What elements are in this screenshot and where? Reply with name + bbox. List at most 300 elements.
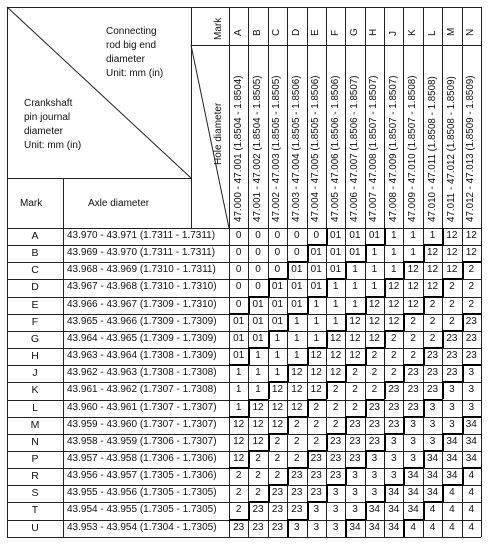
selection-code-cell: 23 (465, 350, 477, 362)
selection-code-cell: 12 (465, 230, 477, 241)
selection-code-cell: 1 (390, 264, 397, 276)
grid-line (423, 450, 442, 452)
selection-code-cell: 1 (332, 315, 339, 327)
selection-code-cell: 0 (255, 264, 261, 276)
selection-code-cell: 23 (349, 418, 361, 430)
grid-line (423, 400, 425, 417)
grid-line (345, 417, 347, 434)
selection-code-cell: 1 (352, 264, 358, 276)
selection-code-cell: 2 (313, 435, 319, 447)
selection-code-cell: 01 (271, 298, 284, 310)
grid-line (345, 365, 347, 382)
column-mark-e: E (310, 29, 322, 36)
row-axle-diameter: 43.968 - 43.969 (1.7310 - 1.7311) (67, 264, 216, 276)
selection-code-cell: 3 (429, 401, 436, 413)
row-mark: H (31, 350, 39, 363)
selection-code-cell: 12 (368, 332, 380, 344)
selection-code-cell: 12 (310, 350, 322, 362)
row-axle-diameter: 43.963 - 43.964 (1.7308 - 1.7309) (67, 350, 217, 362)
selection-code-cell: 01 (330, 247, 342, 259)
selection-code-cell: 3 (332, 521, 339, 533)
selection-code-cell: 4 (468, 521, 475, 533)
selection-code-cell: 12 (407, 281, 419, 293)
selection-code-cell: 0 (255, 281, 261, 293)
grid-line (248, 451, 250, 468)
selection-code-cell: 12 (310, 384, 322, 396)
grid-line (403, 467, 422, 469)
selection-code-cell: 23 (368, 418, 380, 430)
grid-line (345, 520, 347, 537)
grid-line (365, 502, 367, 519)
selection-code-cell: 2 (390, 332, 397, 344)
grid-line (307, 399, 326, 401)
selection-code-cell: 34 (368, 504, 380, 516)
selection-code-cell: 34 (465, 452, 477, 464)
selection-code-cell: 23 (233, 521, 245, 533)
selection-code-cell: 23 (388, 418, 400, 430)
grid-line (442, 278, 461, 280)
selection-code-cell: 0 (255, 247, 261, 259)
grid-line (365, 297, 367, 314)
connecting-rod-line-1: Connecting (106, 26, 157, 37)
grid-line (307, 296, 326, 298)
column-mark-d: D (290, 28, 302, 36)
selection-code-cell: 23 (310, 452, 322, 464)
grid-line (442, 382, 444, 399)
mark-label-top: Mark (213, 17, 224, 40)
selection-code-cell: 23 (291, 487, 303, 499)
grid-line (384, 228, 386, 245)
grid-line (326, 228, 328, 245)
grid-line (229, 364, 248, 366)
grid-line (365, 245, 367, 262)
selection-code-cell: 23 (407, 367, 419, 379)
grid-line (248, 348, 250, 365)
grid-line (423, 297, 425, 314)
selection-code-cell: 1 (371, 247, 378, 259)
grid-line (345, 467, 364, 469)
column-hole-diameter: 47.003 - 47.004 (1.8505 - 1.8506) (290, 75, 302, 222)
row-axle-diameter: 43.957 - 43.958 (1.7306 - 1.7306) (67, 452, 217, 464)
selection-code-cell: 1 (235, 384, 242, 396)
grid-line (345, 519, 364, 521)
selection-code-cell: 12 (388, 281, 400, 293)
selection-code-cell: 3 (313, 521, 319, 533)
grid-line (442, 228, 444, 245)
selection-code-cell: 2 (468, 264, 475, 276)
selection-code-cell: 0 (274, 230, 281, 241)
selection-code-cell: 23 (368, 401, 380, 413)
selection-code-cell: 12 (330, 367, 342, 379)
selection-code-cell: 1 (255, 384, 261, 396)
selection-code-cell: 12 (446, 264, 458, 276)
grid-line (326, 434, 328, 451)
column-mark-c: C (271, 28, 283, 36)
selection-code-cell: 2 (390, 367, 397, 379)
selection-code-cell: 34 (426, 452, 439, 464)
grid-line (229, 467, 248, 469)
grid-line (462, 314, 464, 331)
selection-code-cell: 3 (468, 401, 475, 413)
grid-line (384, 485, 386, 502)
column-hole-diameter: 47.001 - 47.002 (1.8504 - 1.8505) (252, 75, 264, 222)
selection-code-cell: 01 (310, 247, 322, 259)
selection-code-cell: 0 (235, 247, 242, 259)
selection-code-cell: 12 (271, 418, 284, 430)
row-axle-diameter: 43.954 - 43.955 (1.7305 - 1.7305) (67, 504, 217, 516)
row-axle-diameter: 43.965 - 43.966 (1.7309 - 1.7309) (67, 315, 217, 327)
column-hole-diameter: 47.009 - 47.010 (1.8507 - 1.8508) (407, 75, 419, 222)
grid-line (403, 520, 405, 537)
grid-line (442, 279, 444, 296)
selection-code-cell: 2 (429, 332, 436, 344)
selection-code-cell: 2 (294, 435, 300, 447)
grid-line (423, 502, 425, 519)
grid-line (307, 297, 309, 314)
grid-line (287, 365, 289, 382)
selection-code-cell: 3 (449, 384, 455, 396)
selection-code-cell: 3 (449, 418, 455, 430)
selection-code-cell: 1 (294, 315, 300, 327)
selection-code-cell: 1 (313, 332, 319, 344)
grid-line (287, 261, 306, 263)
row-mark: D (31, 281, 39, 294)
selection-code-cell: 1 (255, 350, 261, 362)
selection-code-cell: 12 (349, 350, 361, 362)
grid-line (365, 296, 384, 298)
grid-line (345, 262, 347, 279)
selection-code-cell: 12 (349, 315, 361, 327)
column-hole-diameter: 47.007 - 47.008 (1.8507 - 1.8507) (368, 75, 380, 222)
row-mark: S (31, 487, 39, 500)
grid-line (442, 331, 444, 348)
selection-code-cell: 0 (235, 298, 242, 310)
selection-code-cell: 23 (252, 521, 264, 533)
selection-code-cell: 01 (291, 264, 303, 276)
grid-line (462, 417, 464, 434)
selection-code-cell: 12 (446, 230, 458, 241)
grid-line (287, 468, 289, 485)
row-mark: E (31, 298, 39, 311)
row-mark: A (31, 230, 39, 242)
selection-code-cell: 4 (410, 521, 416, 533)
selection-code-cell: 01 (291, 298, 303, 310)
selection-code-cell: 1 (352, 298, 358, 310)
selection-code-cell: 4 (468, 470, 475, 482)
selection-code-cell: 3 (390, 470, 397, 482)
grid-line (326, 485, 328, 502)
selection-code-cell: 01 (310, 264, 322, 276)
selection-code-cell: 12 (291, 384, 303, 396)
row-axle-diameter: 43.953 - 43.954 (1.7304 - 1.7305) (67, 521, 217, 533)
selection-code-cell: 12 (252, 435, 264, 447)
column-mark-k: K (407, 29, 419, 36)
grid-line (326, 484, 345, 486)
selection-code-cell: 2 (390, 350, 397, 362)
row-axle-diameter: 43.961 - 43.962 (1.7307 - 1.7308) (67, 384, 217, 396)
selection-code-cell: 23 (349, 435, 361, 447)
selection-code-cell: 0 (313, 230, 319, 241)
selection-code-cell: 34 (407, 487, 419, 499)
selection-code-cell: 4 (429, 521, 436, 533)
selection-code-cell: 2 (274, 470, 281, 482)
grid-line (268, 279, 270, 296)
column-mark-n: N (465, 28, 477, 36)
row-mark: K (31, 384, 39, 397)
selection-code-cell: 2 (410, 332, 416, 344)
diagonal-line (7, 7, 191, 178)
grid-line (384, 330, 403, 332)
selection-code-cell: 2 (410, 315, 416, 327)
selection-code-cell: 4 (449, 504, 455, 516)
diagonal-line (191, 45, 229, 228)
selection-code-cell: 4 (449, 521, 455, 533)
grid-line (442, 485, 444, 502)
selection-code-cell: 0 (294, 230, 300, 241)
grid-line (307, 502, 309, 519)
selection-code-cell: 1 (274, 332, 281, 344)
selection-code-cell: 12 (368, 315, 380, 327)
grid-line (403, 417, 405, 434)
selection-code-cell: 2 (255, 487, 261, 499)
selection-code-cell: 34 (349, 521, 361, 533)
selection-code-cell: 3 (294, 521, 300, 533)
grid-line (268, 331, 270, 348)
grid-line (365, 501, 384, 503)
selection-code-cell: 2 (371, 384, 378, 396)
selection-code-cell: 2 (352, 401, 358, 413)
column-hole-diameter: 47.002 - 47.003 (1.8505 - 1.8505) (271, 75, 283, 222)
selection-code-cell: 3 (410, 435, 416, 447)
selection-code-cell: 2 (371, 350, 378, 362)
row-mark: U (31, 521, 39, 534)
selection-code-cell: 23 (330, 435, 342, 447)
row-axle-diameter: 43.960 - 43.961 (1.7307 - 1.7307) (67, 401, 217, 413)
selection-code-cell: 01 (349, 230, 361, 241)
grid-line (248, 399, 267, 401)
selection-code-cell: 23 (446, 332, 458, 344)
mark-label-left: Mark (20, 198, 43, 209)
selection-code-cell: 23 (446, 367, 458, 379)
selection-code-cell: 2 (429, 315, 436, 327)
selection-code-cell: 3 (371, 452, 378, 464)
column-hole-diameter: 47.012 - 47.013 (1.8509 - 1.8509) (465, 75, 477, 222)
grid-line (307, 245, 309, 262)
grid-line (423, 399, 442, 401)
grid-line (423, 348, 425, 365)
selection-code-cell: 1 (410, 247, 416, 259)
grid-line (384, 278, 403, 280)
column-mark-h: H (368, 28, 380, 36)
row-axle-diameter: 43.955 - 43.956 (1.7305 - 1.7305) (67, 487, 217, 499)
grid-line (268, 434, 270, 451)
grid-line (365, 399, 384, 401)
selection-code-cell: 23 (252, 504, 264, 516)
selection-code-cell: 2 (274, 435, 281, 447)
row-mark: C (31, 264, 39, 277)
grid-line (442, 484, 461, 486)
selection-code-cell: 2 (332, 384, 339, 396)
selection-code-cell: 34 (426, 487, 439, 499)
connecting-rod-line-4: Unit: mm (in) (106, 68, 164, 79)
grid-line (307, 450, 326, 452)
grid-line (345, 416, 364, 418)
selection-code-cell: 01 (233, 350, 245, 362)
selection-code-cell: 12 (388, 298, 400, 310)
row-axle-diameter: 43.969 - 43.970 (1.7311 - 1.7311) (67, 247, 216, 259)
selection-code-cell: 0 (274, 264, 281, 276)
selection-code-cell: 3 (410, 418, 416, 430)
selection-code-cell: 23 (330, 470, 342, 482)
selection-code-cell: 1 (313, 315, 319, 327)
hole-diameter-label: Hole diameter (213, 102, 224, 165)
selection-code-cell: 2 (352, 384, 358, 396)
selection-code-cell: 01 (368, 230, 380, 241)
grid-line (326, 331, 328, 348)
grid-line (326, 381, 345, 383)
grid-line (462, 365, 464, 382)
selection-code-cell: 1 (371, 281, 378, 293)
column-mark-m: M (445, 27, 457, 36)
grid-line (365, 244, 384, 246)
grid-line (403, 468, 405, 485)
selection-code-cell: 34 (407, 470, 419, 482)
grid-line (384, 484, 403, 486)
selection-code-cell: 4 (449, 487, 455, 499)
grid-line (442, 434, 444, 451)
row-mark: T (31, 504, 39, 517)
grid-line (462, 467, 481, 469)
connecting-rod-line-2: rod big end (106, 40, 157, 51)
grid-line (345, 364, 364, 366)
selection-code-cell: 2 (371, 367, 378, 379)
selection-code-cell: 2 (255, 470, 261, 482)
selection-code-cell: 34 (446, 435, 458, 447)
selection-code-cell: 3 (332, 487, 339, 499)
grid-line (423, 245, 425, 262)
selection-code-cell: 2 (468, 281, 475, 293)
row-mark: L (32, 401, 38, 414)
grid-line (307, 244, 326, 246)
selection-code-cell: 12 (330, 332, 342, 344)
selection-code-cell: 01 (252, 315, 264, 327)
row-axle-diameter: 43.959 - 43.960 (1.7307 - 1.7307) (67, 418, 217, 430)
selection-code-cell: 01 (233, 315, 245, 327)
grid-line (462, 313, 481, 315)
selection-code-cell: 2 (410, 350, 416, 362)
grid-line (384, 434, 386, 451)
grid-line (268, 484, 287, 486)
grid-line (268, 278, 287, 280)
selection-code-cell: 23 (388, 384, 400, 396)
grid-line (248, 502, 250, 519)
connecting-rod-line-3: diameter (106, 54, 145, 65)
grid-line (307, 347, 326, 349)
selection-code-cell: 2 (313, 401, 319, 413)
row-axle-diameter: 43.970 - 43.971 (1.7311 - 1.7311) (67, 230, 216, 241)
selection-code-cell: 3 (332, 504, 339, 516)
grid-line (248, 347, 267, 349)
selection-code-cell: 23 (291, 504, 303, 516)
selection-code-cell: 23 (271, 504, 284, 516)
selection-code-cell: 2 (294, 452, 300, 464)
grid-line (287, 467, 306, 469)
selection-code-cell: 2 (449, 315, 455, 327)
selection-code-cell: 34 (465, 435, 477, 447)
selection-code-cell: 3 (313, 504, 319, 516)
grid-line (326, 330, 345, 332)
selection-code-cell: 2 (449, 298, 455, 310)
column-hole-diameter: 47.000 - 47.001 (1.8504 - 1.8504) (232, 75, 244, 222)
selection-code-cell: 1 (294, 350, 300, 362)
selection-code-cell: 3 (371, 487, 378, 499)
selection-code-cell: 23 (271, 487, 284, 499)
selection-code-cell: 01 (291, 281, 303, 293)
selection-code-cell: 34 (388, 487, 400, 499)
row-mark: B (31, 247, 39, 260)
grid-line (287, 416, 306, 418)
grid-line (326, 279, 328, 296)
selection-code-cell: 34 (446, 470, 458, 482)
selection-code-cell: 2 (468, 298, 475, 310)
selection-code-cell: 2 (235, 470, 242, 482)
selection-code-cell: 1 (274, 350, 281, 362)
selection-code-cell: 4 (468, 504, 475, 516)
selection-code-cell: 0 (235, 264, 242, 276)
grid-line (365, 348, 367, 365)
grid-line (403, 313, 422, 315)
selection-code-cell: 12 (271, 401, 284, 413)
selection-code-cell: 1 (332, 298, 339, 310)
selection-code-cell: 12 (426, 247, 439, 259)
selection-code-cell: 0 (255, 230, 261, 241)
row-axle-diameter: 43.964 - 43.965 (1.7309 - 1.7309) (67, 332, 217, 344)
grid-line (268, 381, 287, 383)
selection-code-cell: 23 (310, 487, 322, 499)
grid-line (403, 314, 405, 331)
grid-line (326, 433, 345, 435)
selection-code-cell: 12 (446, 247, 458, 259)
selection-code-cell: 3 (371, 470, 378, 482)
selection-code-cell: 3 (352, 470, 358, 482)
row-axle-diameter: 43.962 - 43.963 (1.7308 - 1.7308) (67, 367, 217, 379)
selection-code-cell: 1 (390, 230, 397, 241)
selection-code-cell: 23 (465, 315, 477, 327)
selection-code-cell: 01 (349, 247, 361, 259)
selection-code-cell: 1 (332, 281, 339, 293)
grid-line (345, 261, 364, 263)
grid-line (307, 501, 326, 503)
grid-line (423, 244, 442, 246)
selection-code-cell: 1 (390, 247, 397, 259)
selection-code-cell: 1 (235, 401, 242, 413)
selection-code-cell: 01 (271, 281, 284, 293)
grid-line (326, 382, 328, 399)
grid-line (345, 313, 364, 315)
column-hole-diameter: 47.005 - 47.006 (1.8506 - 1.8506) (329, 75, 341, 222)
grid-line (326, 278, 345, 280)
grid-line (423, 451, 425, 468)
grid-line (442, 381, 461, 383)
grid-line (287, 313, 306, 315)
grid-line (442, 330, 461, 332)
grid-line (384, 279, 386, 296)
row-axle-diameter: 43.967 - 43.968 (1.7310 - 1.7310) (67, 281, 217, 293)
selection-code-cell: 12 (291, 367, 303, 379)
selection-code-cell: 23 (291, 470, 303, 482)
selection-code-cell: 4 (468, 487, 475, 499)
grid-line (248, 450, 267, 452)
